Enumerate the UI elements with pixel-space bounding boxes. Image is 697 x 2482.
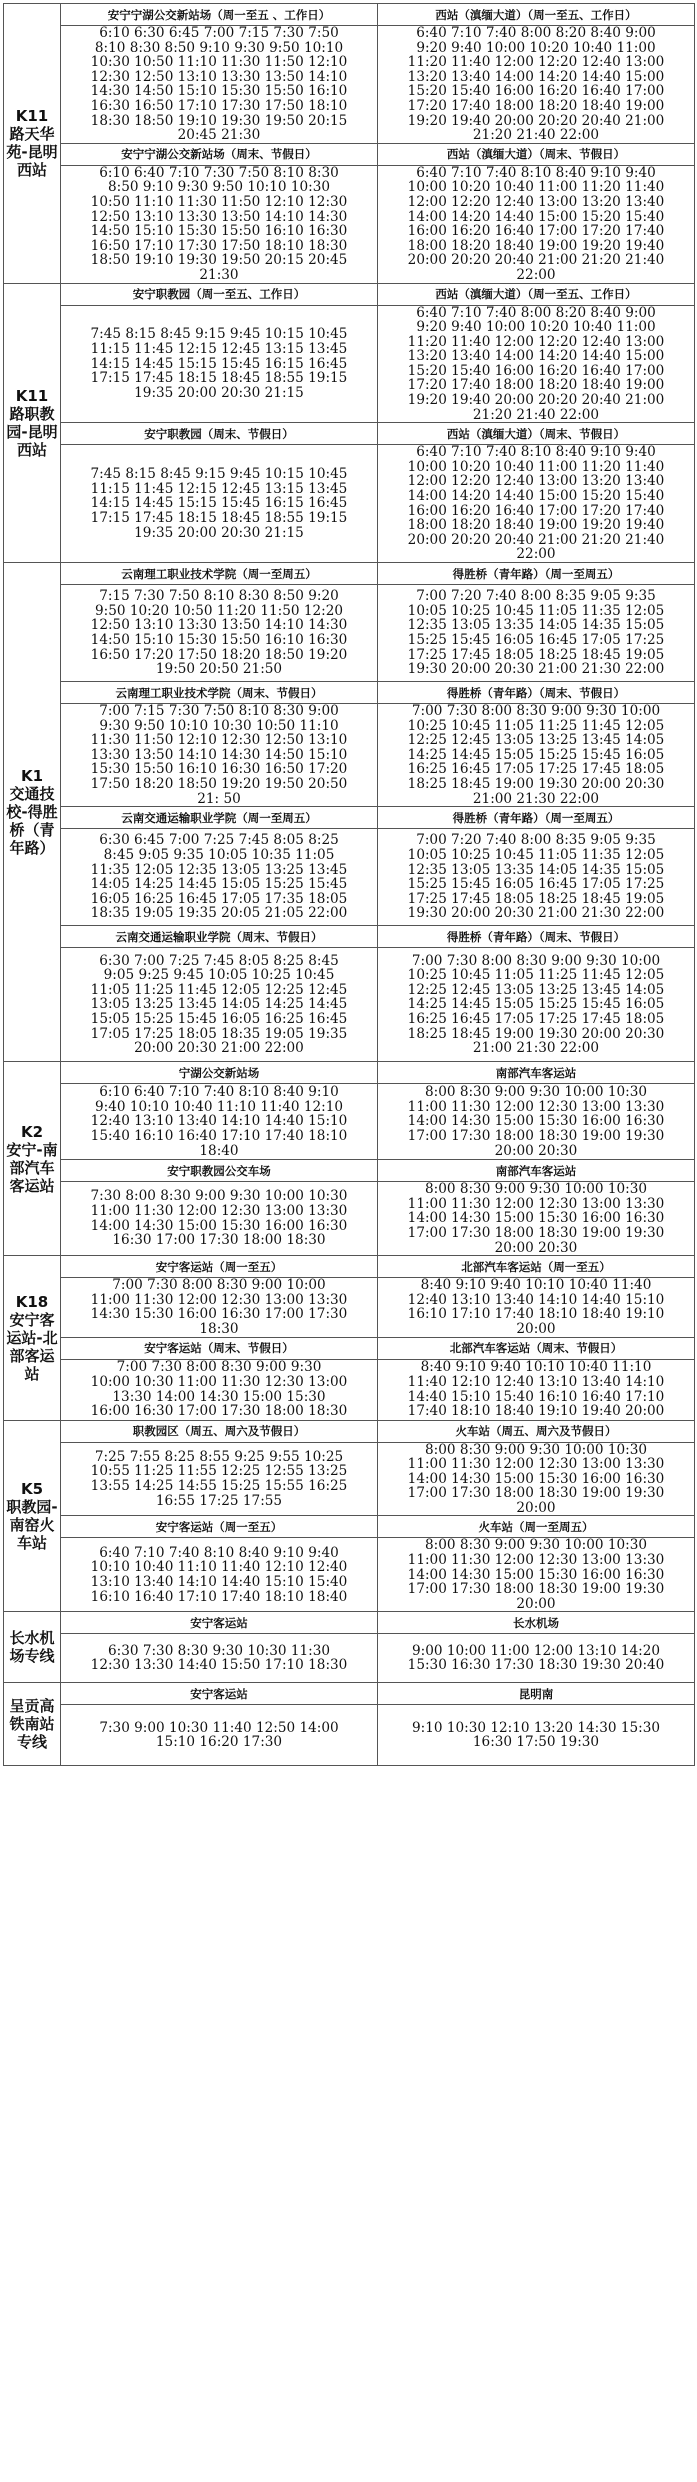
- right-departure-times: 7:00 7:20 7:40 8:00 8:35 9:05 9:35 10:05 10:25 10:45 11:05 11:35 12:05 12:35 13:05 13:35 14:05 14:35 15:05 15:25 15:45 16:05 16:45 17:05 17:25 17:25 17:45 18:05 18:25 18:45 19:05 19:30 20:00 20:30 21:00 21:30 22:00: [407, 588, 665, 678]
- section-times-row: [4, 829, 695, 926]
- right-terminal-header: 火车站（周五、周六及节假日）: [378, 1420, 695, 1442]
- left-departure-times: 6:40 7:10 7:40 8:10 8:40 9:10 9:40 10:10 10:40 11:10 11:40 12:10 12:40 13:10 13:40 14:10 14:40 15:10 15:40 16:10 16:40 17:10 17:40 18:10 18:40: [90, 1544, 348, 1605]
- section-header-row: [4, 1612, 695, 1634]
- left-departure-times: 7:00 7:30 8:00 8:30 9:00 10:00 11:00 11:30 12:00 12:30 13:00 13:30 14:30 15:30 16:00 16:30 17:00 17:30 18:30: [90, 1277, 348, 1337]
- right-departure-times-cell: [378, 165, 695, 283]
- left-departure-times: 7:00 7:15 7:30 7:50 8:10 8:30 9:00 9:30 9:50 10:10 10:30 10:50 11:10 11:30 11:50 12:10 12:30 12:50 13:10 13:30 13:50 14:10 14:30 14:50 15:10 15:30 15:50 16:10 16:30 16:50 17:20 17:50 18:20 18:50 19:20 19:50 20:50 21: 50: [90, 703, 348, 807]
- section-times-row: [4, 948, 695, 1062]
- left-departure-times: 6:30 6:45 7:00 7:25 7:45 8:05 8:25 8:45 9:05 9:35 10:05 10:35 11:05 11:35 12:05 12:35 13:05 13:25 13:45 14:05 14:25 14:45 15:05 15:25 15:45 16:05 16:25 16:45 17:05 17:35 18:05 18:35 19:05 19:35 20:05 21:05 22:00: [90, 832, 348, 922]
- section-times-row: [4, 1705, 695, 1766]
- left-terminal-header: 安宁客运站（周一至五）: [61, 1516, 378, 1538]
- section-times-row: [4, 1084, 695, 1160]
- right-departure-times: 8:00 8:30 9:00 9:30 10:00 10:30 11:00 11:30 12:00 12:30 13:00 13:30 14:00 14:30 15:00 15:30 16:00 16:30 17:00 17:30 18:00 18:30 19:00 19:30 20:00: [407, 1441, 665, 1516]
- route-title: K18 安宁客 运站-北 部客运 站: [6, 1292, 58, 1383]
- right-terminal-header: 得胜桥（青年路）（周一至周五）: [378, 807, 695, 829]
- route-title-cell: [4, 1683, 61, 1766]
- section-header-row: [4, 1160, 695, 1182]
- section-times-row: [4, 1442, 695, 1516]
- route-title: K1 交通技 校-得胜 桥（青 年路）: [6, 767, 58, 858]
- section-times-row: [4, 704, 695, 807]
- right-terminal-header: 北部汽车客运站（周末、节假日）: [378, 1337, 695, 1359]
- right-departure-times-cell: [378, 1359, 695, 1420]
- left-departure-times-cell: [61, 1705, 378, 1766]
- left-terminal-header: 职教园区（周五、周六及节假日）: [61, 1420, 378, 1442]
- right-departure-times: 6:40 7:10 7:40 8:10 8:40 9:10 9:40 10:00 10:20 10:40 11:00 11:20 11:40 12:00 12:20 12:40 13:00 13:20 13:40 14:00 14:20 14:40 15:00 15:20 15:40 16:00 16:20 16:40 17:00 17:20 17:40 18:00 18:20 18:40 19:00 19:20 19:40 20:00 20:20 20:40 21:00 21:20 21:40 22:00: [407, 164, 665, 283]
- left-terminal-header: 安宁宁湖公交新站场（周一至五 、工作日）: [61, 4, 378, 26]
- right-departure-times: 8:00 8:30 9:00 9:30 10:00 10:30 11:00 11:30 12:00 12:30 13:00 13:30 14:00 14:30 15:00 15:30 16:00 16:30 17:00 17:30 18:00 18:30 19:00 19:30 20:00: [407, 1537, 665, 1612]
- right-terminal-header: 南部汽车客运站: [378, 1062, 695, 1084]
- right-terminal-header: 西站（滇缅大道）（周一至五、工作日）: [378, 283, 695, 305]
- route-title: 呈贡高 铁南站 专线: [9, 1697, 55, 1752]
- right-departure-times: 6:40 7:10 7:40 8:10 8:40 9:10 9:40 10:00 10:20 10:40 11:00 11:20 11:40 12:00 12:20 12:40 13:00 13:20 13:40 14:00 14:20 14:40 15:00 15:20 15:40 16:00 16:20 16:40 17:00 17:20 17:40 18:00 18:20 18:40 19:00 19:20 19:40 20:00 20:20 20:40 21:00 21:20 21:40 22:00: [407, 444, 665, 563]
- section-times-row: [4, 165, 695, 283]
- right-departure-times-cell: [378, 1705, 695, 1766]
- section-header-row: [4, 682, 695, 704]
- route-title-cell: [4, 1062, 61, 1256]
- section-header-row: [4, 807, 695, 829]
- right-departure-times-cell: [378, 585, 695, 682]
- section-times-row: [4, 1182, 695, 1256]
- left-terminal-header: 安宁职教园公交车场: [61, 1160, 378, 1182]
- right-departure-times-cell: [378, 1278, 695, 1337]
- right-departure-times-cell: [378, 445, 695, 563]
- left-departure-times-cell: [61, 165, 378, 283]
- left-departure-times-cell: [61, 1442, 378, 1516]
- left-departure-times-cell: [61, 445, 378, 563]
- section-header-row: [4, 1516, 695, 1538]
- section-header-row: [4, 1420, 695, 1442]
- left-departure-times-cell: [61, 585, 378, 682]
- right-departure-times: 8:00 8:30 9:00 9:30 10:00 10:30 11:00 11:30 12:00 12:30 13:00 13:30 14:00 14:30 15:00 15:30 16:00 16:30 17:00 17:30 18:00 18:30 19:00 19:30 20:00 20:30: [407, 1084, 665, 1159]
- right-departure-times: 7:00 7:30 8:00 8:30 9:00 9:30 10:00 10:25 10:45 11:05 11:25 11:45 12:05 12:25 12:45 13:05 13:25 13:45 14:05 14:25 14:45 15:05 15:25 15:45 16:05 16:25 16:45 17:05 17:25 17:45 18:05 18:25 18:45 19:00 19:30 20:00 20:30 21:00 21:30 22:00: [407, 952, 665, 1057]
- left-terminal-header: 安宁职教园（周一至五、工作日）: [61, 283, 378, 305]
- route-title-cell: [4, 563, 61, 1062]
- section-times-row: [4, 585, 695, 682]
- right-departure-times: 7:00 7:30 8:00 8:30 9:00 9:30 10:00 10:25 10:45 11:05 11:25 11:45 12:05 12:25 12:45 13:05 13:25 13:45 14:05 14:25 14:45 15:05 15:25 15:45 16:05 16:25 16:45 17:05 17:25 17:45 18:05 18:25 18:45 19:00 19:30 20:00 20:30 21:00 21:30 22:00: [407, 703, 665, 807]
- left-departure-times: 6:30 7:00 7:25 7:45 8:05 8:25 8:45 9:05 9:25 9:45 10:05 10:25 10:45 11:05 11:25 11:45 12:05 12:25 12:45 13:05 13:25 13:45 14:05 14:25 14:45 15:05 15:25 15:45 16:05 16:25 16:45 17:05 17:25 18:05 18:35 19:05 19:35 20:00 20:30 21:00 22:00: [90, 952, 348, 1057]
- left-terminal-header: 安宁职教园（周末、节假日）: [61, 423, 378, 445]
- right-departure-times: 7:00 7:20 7:40 8:00 8:35 9:05 9:35 10:05 10:25 10:45 11:05 11:35 12:05 12:35 13:05 13:35 14:05 14:35 15:05 15:25 15:45 16:05 16:45 17:05 17:25 17:25 17:45 18:05 18:25 18:45 19:05 19:30 20:00 20:30 21:00 21:30 22:00: [407, 832, 665, 922]
- left-departure-times-cell: [61, 1278, 378, 1337]
- left-departure-times-cell: [61, 26, 378, 144]
- right-terminal-header: 西站（滇缅大道）（周一至五、工作日）: [378, 4, 695, 26]
- left-departure-times: 7:15 7:30 7:50 8:10 8:30 8:50 9:20 9:50 10:20 10:50 11:20 11:50 12:20 12:50 13:10 13:30 13:50 14:10 14:30 14:50 15:10 15:30 15:50 16:10 16:30 16:50 17:20 17:50 18:20 18:50 19:20 19:50 20:50 21:50: [90, 588, 348, 678]
- section-header-row: [4, 283, 695, 305]
- right-departure-times-cell: [378, 305, 695, 423]
- route-title-cell: [4, 283, 61, 563]
- section-times-row: [4, 1278, 695, 1337]
- timetable-page: [3, 3, 694, 1766]
- left-terminal-header: 云南交通运输职业学院（周一至周五）: [61, 807, 378, 829]
- right-terminal-header: 北部汽车客运站（周一至五）: [378, 1256, 695, 1278]
- left-departure-times-cell: [61, 704, 378, 807]
- right-departure-times: 9:10 10:30 12:10 13:20 14:30 15:30 16:30 17:50 19:30: [411, 1719, 660, 1751]
- left-departure-times-cell: [61, 1634, 378, 1683]
- right-terminal-header: 得胜桥（青年路）（周末、节假日）: [378, 926, 695, 948]
- section-times-row: [4, 1538, 695, 1612]
- bus-timetable: [3, 3, 695, 1766]
- right-departure-times-cell: [378, 948, 695, 1062]
- right-departure-times: 8:00 8:30 9:00 9:30 10:00 10:30 11:00 11:30 12:00 12:30 13:00 13:30 14:00 14:30 15:00 15:30 16:00 16:30 17:00 17:30 18:00 18:30 19:00 19:30 20:00 20:30: [407, 1181, 665, 1256]
- right-departure-times-cell: [378, 1634, 695, 1683]
- left-terminal-header: 安宁客运站: [61, 1612, 378, 1634]
- left-terminal-header: 安宁客运站（周末、节假日）: [61, 1337, 378, 1359]
- left-departure-times: 7:30 9:00 10:30 11:40 12:50 14:00 15:10 16:20 17:30: [99, 1719, 339, 1751]
- right-departure-times-cell: [378, 829, 695, 926]
- right-departure-times: 8:40 9:10 9:40 10:10 10:40 11:40 12:40 13:10 13:40 14:10 14:40 15:10 16:10 17:10 17:40 18:10 18:40 19:10 20:00: [407, 1277, 665, 1337]
- route-title: K11 路职教 园-昆明 西站: [6, 386, 58, 459]
- left-departure-times-cell: [61, 948, 378, 1062]
- left-departure-times-cell: [61, 305, 378, 423]
- section-times-row: [4, 305, 695, 423]
- route-title: K11 路天华 苑-昆明 西站: [6, 107, 58, 180]
- section-times-row: [4, 1634, 695, 1683]
- right-terminal-header: 得胜桥（青年路）（周一至周五）: [378, 563, 695, 585]
- section-times-row: [4, 26, 695, 144]
- left-terminal-header: 云南理工职业技术学院（周一至周五）: [61, 563, 378, 585]
- section-header-row: [4, 1256, 695, 1278]
- section-header-row: [4, 423, 695, 445]
- right-terminal-header: 火车站（周一至周五）: [378, 1516, 695, 1538]
- left-departure-times-cell: [61, 829, 378, 926]
- section-header-row: [4, 4, 695, 26]
- route-title-cell: [4, 4, 61, 284]
- right-departure-times: 9:00 10:00 11:00 12:00 13:10 14:20 15:30 16:30 17:30 18:30 19:30 20:40: [407, 1642, 665, 1674]
- left-departure-times: 7:45 8:15 8:45 9:15 9:45 10:15 10:45 11:15 11:45 12:15 12:45 13:15 13:45 14:15 14:45 15:15 15:45 16:15 16:45 17:15 17:45 18:15 18:45 18:55 19:15 19:35 20:00 20:30 21:15: [90, 326, 348, 401]
- route-title-cell: [4, 1256, 61, 1420]
- left-departure-times-cell: [61, 1538, 378, 1612]
- right-terminal-header: 长水机场: [378, 1612, 695, 1634]
- left-terminal-header: 安宁宁湖公交新站场（周末、节假日）: [61, 143, 378, 165]
- section-header-row: [4, 1062, 695, 1084]
- route-title: K5 职教园- 南窑火 车站: [6, 1479, 58, 1552]
- left-departure-times: 6:10 6:40 7:10 7:40 8:10 8:40 9:10 9:40 10:10 10:40 11:10 11:40 12:10 12:40 13:10 13:40 14:10 14:40 15:10 15:40 16:10 16:40 17:10 17:40 18:10 18:40: [90, 1084, 348, 1159]
- right-departure-times-cell: [378, 1182, 695, 1256]
- right-departure-times-cell: [378, 1538, 695, 1612]
- left-departure-times: 6:30 7:30 8:30 9:30 10:30 11:30 12:30 13:30 14:40 15:50 17:10 18:30: [90, 1642, 348, 1674]
- right-departure-times-cell: [378, 704, 695, 807]
- left-terminal-header: 宁湖公交新站场: [61, 1062, 378, 1084]
- section-times-row: [4, 1359, 695, 1420]
- left-departure-times: 7:45 8:15 8:45 9:15 9:45 10:15 10:45 11:15 11:45 12:15 12:45 13:15 13:45 14:15 14:45 15:15 15:45 16:15 16:45 17:15 17:45 18:15 18:45 18:55 19:15 19:35 20:00 20:30 21:15: [90, 466, 348, 541]
- route-title: 长水机 场专线: [9, 1629, 55, 1666]
- section-header-row: [4, 926, 695, 948]
- left-departure-times-cell: [61, 1182, 378, 1256]
- left-departure-times: 6:10 6:40 7:10 7:30 7:50 8:10 8:30 8:50 9:10 9:30 9:50 10:10 10:30 10:50 11:10 11:30 11:50 12:10 12:30 12:50 13:10 13:30 13:50 14:10 14:30 14:50 15:10 15:30 15:50 16:10 16:30 16:50 17:10 17:30 17:50 18:10 18:30 18:50 19:10 19:30 19:50 20:15 20:45 21:30: [90, 164, 348, 283]
- section-header-row: [4, 1337, 695, 1359]
- left-departure-times: 7:00 7:30 8:00 8:30 9:00 9:30 10:00 10:30 11:00 11:30 12:30 13:00 13:30 14:00 14:30 15:00 15:30 16:00 16:30 17:00 17:30 18:00 18:30: [90, 1359, 348, 1420]
- right-departure-times-cell: [378, 1442, 695, 1516]
- section-times-row: [4, 445, 695, 563]
- left-departure-times: 6:10 6:30 6:45 7:00 7:15 7:30 7:50 8:10 8:30 8:50 9:10 9:30 9:50 10:10 10:30 10:50 11:10 11:30 11:50 12:10 12:30 12:50 13:10 13:30 13:50 14:10 14:30 14:50 15:10 15:30 15:50 16:10 16:30 16:50 17:10 17:30 17:50 18:10 18:30 18:50 19:10 19:30 19:50 20:15 20:45 21:30: [90, 25, 348, 144]
- left-departure-times-cell: [61, 1359, 378, 1420]
- right-departure-times: 6:40 7:10 7:40 8:00 8:20 8:40 9:00 9:20 9:40 10:00 10:20 10:40 11:00 11:20 11:40 12:00 12:20 12:40 13:00 13:20 13:40 14:00 14:20 14:40 15:00 15:20 15:40 16:00 16:20 16:40 17:00 17:20 17:40 18:00 18:20 18:40 19:00 19:20 19:40 20:00 20:20 20:40 21:00 21:20 21:40 22:00: [407, 25, 665, 144]
- route-title-cell: [4, 1612, 61, 1683]
- route-title-cell: [4, 1420, 61, 1612]
- right-departure-times-cell: [378, 26, 695, 144]
- left-terminal-header: 云南交通运输职业学院（周末、节假日）: [61, 926, 378, 948]
- right-terminal-header: 西站（滇缅大道）（周末、节假日）: [378, 423, 695, 445]
- right-departure-times: 6:40 7:10 7:40 8:00 8:20 8:40 9:00 9:20 9:40 10:00 10:20 10:40 11:00 11:20 11:40 12:00 12:20 12:40 13:00 13:20 13:40 14:00 14:20 14:40 15:00 15:20 15:40 16:00 16:20 16:40 17:00 17:20 17:40 18:00 18:20 18:40 19:00 19:20 19:40 20:00 20:20 20:40 21:00 21:20 21:40 22:00: [407, 304, 665, 423]
- right-terminal-header: 得胜桥（青年路）（周末、节假日）: [378, 682, 695, 704]
- left-terminal-header: 安宁客运站: [61, 1683, 378, 1705]
- right-departure-times-cell: [378, 1084, 695, 1160]
- section-header-row: [4, 1683, 695, 1705]
- route-title: K2 安宁-南 部汽车 客运站: [6, 1122, 58, 1195]
- left-terminal-header: 安宁客运站（周一至五）: [61, 1256, 378, 1278]
- left-terminal-header: 云南理工职业技术学院（周末、节假日）: [61, 682, 378, 704]
- right-terminal-header: 昆明南: [378, 1683, 695, 1705]
- left-departure-times: 7:25 7:55 8:25 8:55 9:25 9:55 10:25 10:55 11:25 11:55 12:25 12:55 13:25 13:55 14:25 14:55 15:25 15:55 16:25 16:55 17:25 17:55: [90, 1448, 348, 1509]
- left-departure-times: 7:30 8:00 8:30 9:00 9:30 10:00 10:30 11:00 11:30 12:00 12:30 13:00 13:30 14:00 14:30 15:00 15:30 16:00 16:30 16:30 17:00 17:30 18:00 18:30: [90, 1188, 348, 1249]
- right-terminal-header: 南部汽车客运站: [378, 1160, 695, 1182]
- section-header-row: [4, 563, 695, 585]
- section-header-row: [4, 143, 695, 165]
- right-departure-times: 8:40 9:10 9:40 10:10 10:40 11:10 11:40 12:10 12:40 13:10 13:40 14:10 14:40 15:10 15:40 16:10 16:40 17:10 17:40 18:10 18:40 19:10 19:40 20:00: [407, 1359, 665, 1420]
- right-terminal-header: 西站（滇缅大道）（周末、节假日）: [378, 143, 695, 165]
- left-departure-times-cell: [61, 1084, 378, 1160]
